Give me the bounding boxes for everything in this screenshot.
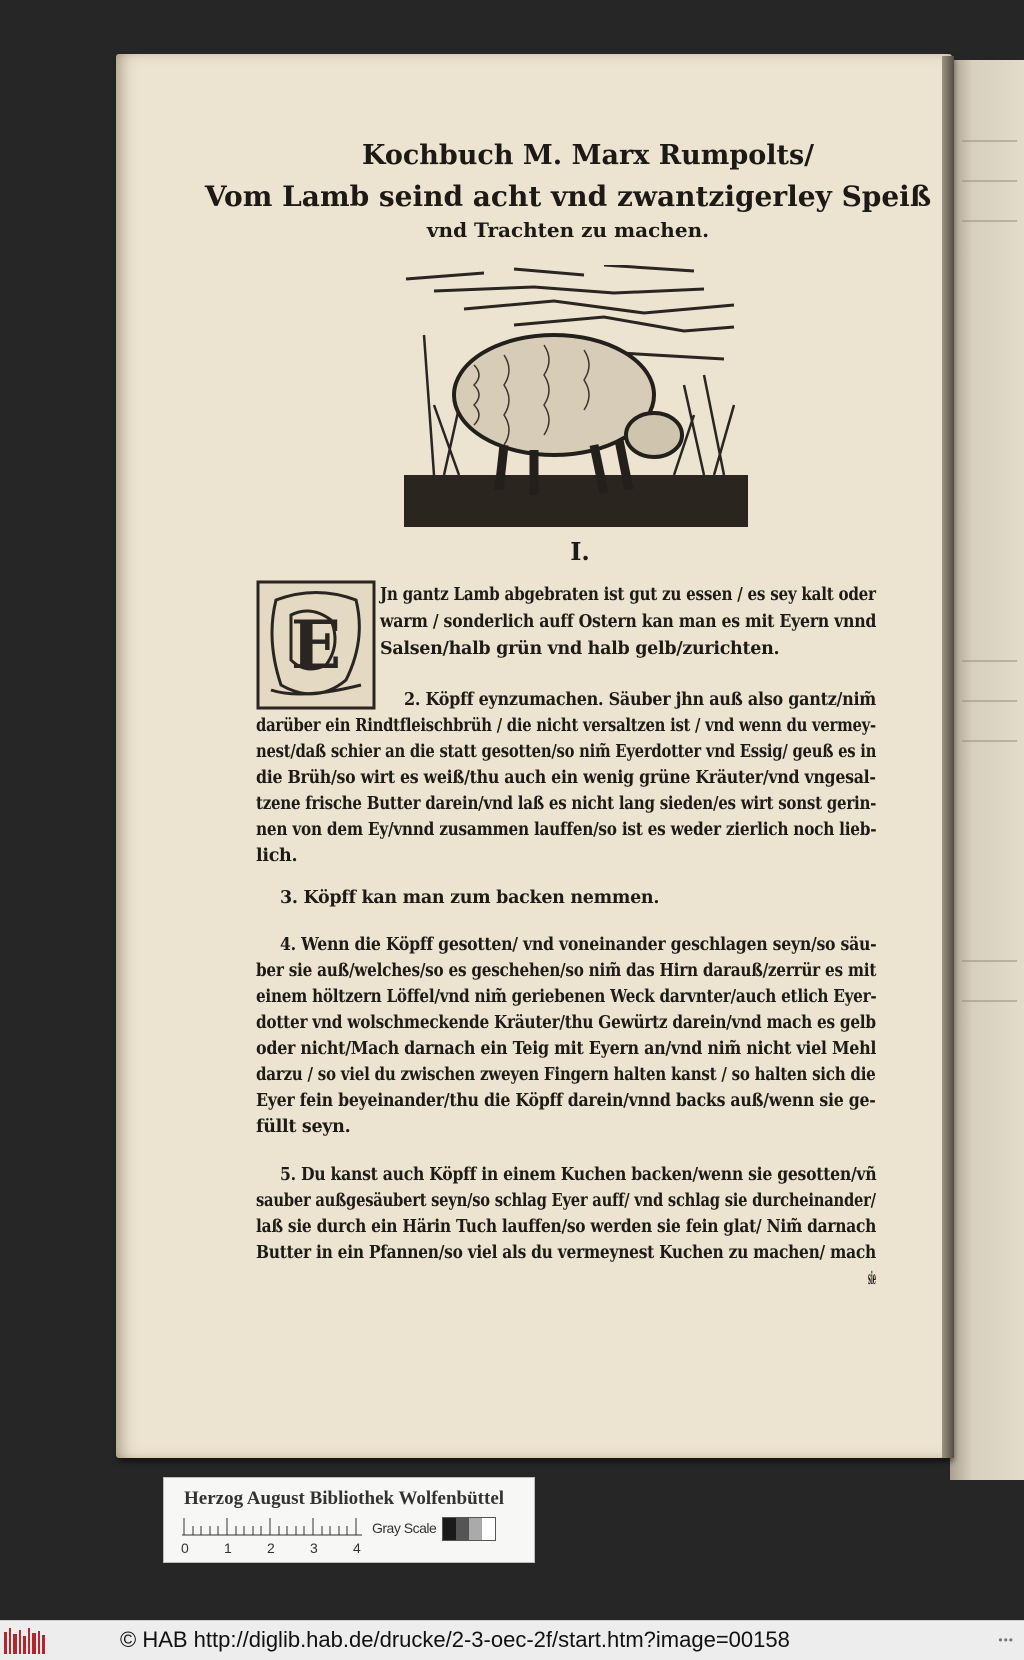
footer-dots: ••• bbox=[998, 1633, 1014, 1647]
text-line: lich. bbox=[256, 846, 298, 866]
lamb-woodcut-illustration bbox=[404, 265, 748, 527]
text-line: 2. Köpff eynzumachen. Säuber jhn auß also gantz/nim̃ bbox=[404, 690, 876, 710]
text-line: 5. Du kanst auch Köpff in einem Kuchen backen/wenn sie gesotten/vñ bbox=[280, 1165, 877, 1185]
ruler-scale bbox=[182, 1518, 362, 1536]
text-line: 4. Wenn die Köpff gesotten/ vnd voneinander geschlagen seyn/so säu- bbox=[280, 935, 877, 955]
text-line: darüber ein Rindtfleischbrüh / die nicht versaltzen ist / vnd wenn du vermey- bbox=[256, 716, 876, 736]
text-line: die Brüh/so wirt es weiß/thu auch ein wenig grüne Kräuter/vnd vngesal- bbox=[256, 768, 876, 788]
text-line: füllt seyn. bbox=[256, 1117, 351, 1137]
library-color-card bbox=[163, 1477, 535, 1563]
hab-logo-icon bbox=[4, 1628, 48, 1654]
text-line: einem höltzern Löffel/vnd nim̃ geriebenen Weck darvnter/auch etlich Eyer- bbox=[256, 987, 877, 1007]
text-line: nen von dem Ey/vnnd zusammen lauffen/so ist es weder zierlich noch lieb- bbox=[256, 820, 877, 840]
svg-text:E: E bbox=[290, 606, 342, 684]
text-line: sauber außgesäubert seyn/so schlag Eyer auff/ vnd schlag sie durcheinander/ bbox=[256, 1191, 876, 1211]
decorated-initial-letter bbox=[256, 580, 376, 710]
text-line: 3. Köpff kan man zum backen nemmen. bbox=[280, 888, 660, 908]
text-line: Jn gantz Lamb abgebraten ist gut zu essen / es sey kalt oder bbox=[380, 585, 876, 605]
ruler-number: 0 bbox=[181, 1540, 189, 1556]
text-line: dotter vnd wolschmeckende Kräuter/thu Gewürtz darein/vnd mach es gelb bbox=[256, 1013, 876, 1033]
text-line: nest/daß schier an die statt gesotten/so nim̃ Eyerdotter vnd Essig/ geuß es in bbox=[256, 742, 877, 762]
ruler-number: 3 bbox=[310, 1540, 318, 1556]
library-name: Herzog August Bibliothek Wolfenbüttel bbox=[184, 1488, 505, 1509]
text-line: laß sie durch ein Härin Tuch lauffen/so werden sie fein glat/ Nim̃ darnach bbox=[256, 1217, 877, 1237]
ruler-number: 4 bbox=[353, 1540, 361, 1556]
text-line: darzu / so viel du zwischen zweyen Fingern halten kanst / so halten sich die bbox=[256, 1065, 876, 1085]
text-line: sie bbox=[868, 1269, 876, 1289]
text-line: ber sie auß/welches/so es geschehen/so nim̃ das Hirn darauß/zerrür es mit bbox=[256, 961, 877, 981]
gray-scale-swatches bbox=[442, 1517, 496, 1541]
header-line-1: Kochbuch M. Marx Rumpolts/ bbox=[361, 140, 815, 171]
chapter-number: I. bbox=[570, 537, 590, 566]
text-line: Salsen/halb grün vnd halb gelb/zurichten. bbox=[380, 639, 780, 659]
facing-page-edge bbox=[950, 60, 1024, 1480]
ruler-number: 2 bbox=[267, 1540, 275, 1556]
copyright-url[interactable]: © HAB http://diglib.hab.de/drucke/2-3-oec-2f/start.htm?image=00158 bbox=[120, 1627, 790, 1652]
ruler-number: 1 bbox=[224, 1540, 232, 1556]
text-line: Eyer fein beyeinander/thu die Köpff darein/vnnd backs auß/wenn sie ge- bbox=[256, 1091, 876, 1111]
footer-bar bbox=[0, 1620, 1024, 1660]
text-line: warm / sonderlich auff Ostern kan man es mit Eyern vnnd bbox=[380, 612, 877, 632]
header-line-3: vnd Trachten zu machen. bbox=[426, 218, 710, 242]
text-line: tzene frische Butter darein/vnd laß es nicht lang sieden/es wirt sonst gerin- bbox=[256, 794, 877, 814]
gray-scale-label: Gray Scale bbox=[372, 1520, 437, 1536]
text-line: oder nicht/Mach darnach ein Teig mit Eyern an/vnd nim̃ nicht viel Mehl bbox=[256, 1039, 877, 1059]
page-gutter bbox=[942, 56, 954, 1458]
text-line: Butter in ein Pfannen/so viel als du vermeynest Kuchen zu machen/ mach bbox=[256, 1243, 876, 1263]
header-line-2: Vom Lamb seind acht vnd zwantzigerley Speiß bbox=[204, 180, 932, 213]
